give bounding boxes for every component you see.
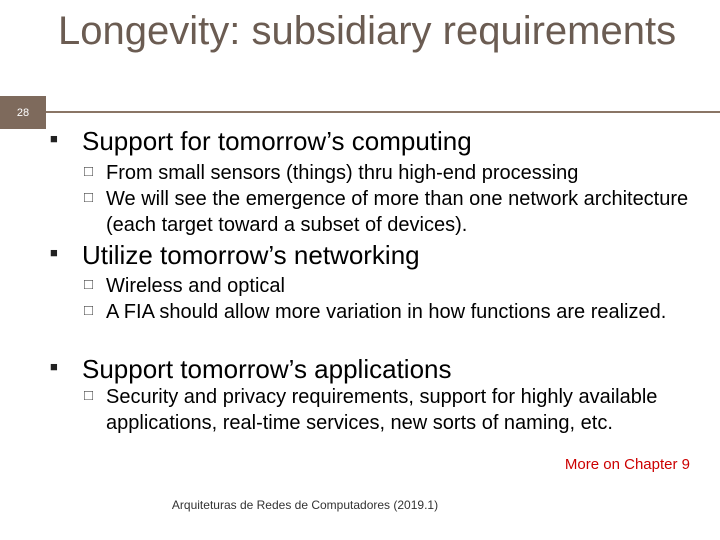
- title-divider: [46, 111, 720, 113]
- sub-bullet-text: From small sensors (things) thru high-end processing: [106, 162, 579, 184]
- bullet-text: Support for tomorrow’s computing: [82, 126, 472, 156]
- square-bullet-icon: ■: [50, 359, 58, 374]
- footer-course-name: Arquiteturas de Redes de Computadores (2019.1): [171, 498, 439, 512]
- sub-bullet-icon: □: [84, 163, 94, 180]
- bullet-text: Support tomorrow’s applications: [82, 354, 452, 384]
- sub-bullet-text: Security and privacy requirements, support for highly available applications, real-time services, new sorts of naming, etc.: [106, 386, 658, 434]
- sub-bullet-icon: □: [84, 387, 94, 404]
- bullet-text: Utilize tomorrow’s networking: [82, 240, 420, 270]
- sub-bullet-text: Wireless and optical: [106, 275, 285, 297]
- square-bullet-icon: ■: [50, 245, 58, 260]
- more-on-chapter-link: More on Chapter 9: [564, 456, 690, 473]
- sub-bullet-icon: □: [84, 302, 94, 319]
- sub-bullet-icon: □: [84, 189, 94, 206]
- square-bullet-icon: ■: [50, 131, 58, 146]
- sub-bullet-icon: □: [84, 276, 94, 293]
- sub-bullet-text: A FIA should allow more variation in how functions are realized.: [106, 301, 667, 323]
- slide-title: Longevity: subsidiary requirements: [58, 9, 677, 53]
- slide-number: 28: [0, 96, 46, 129]
- sub-bullet-text: We will see the emergence of more than one network architecture (each target toward a subset of devices).: [106, 188, 689, 236]
